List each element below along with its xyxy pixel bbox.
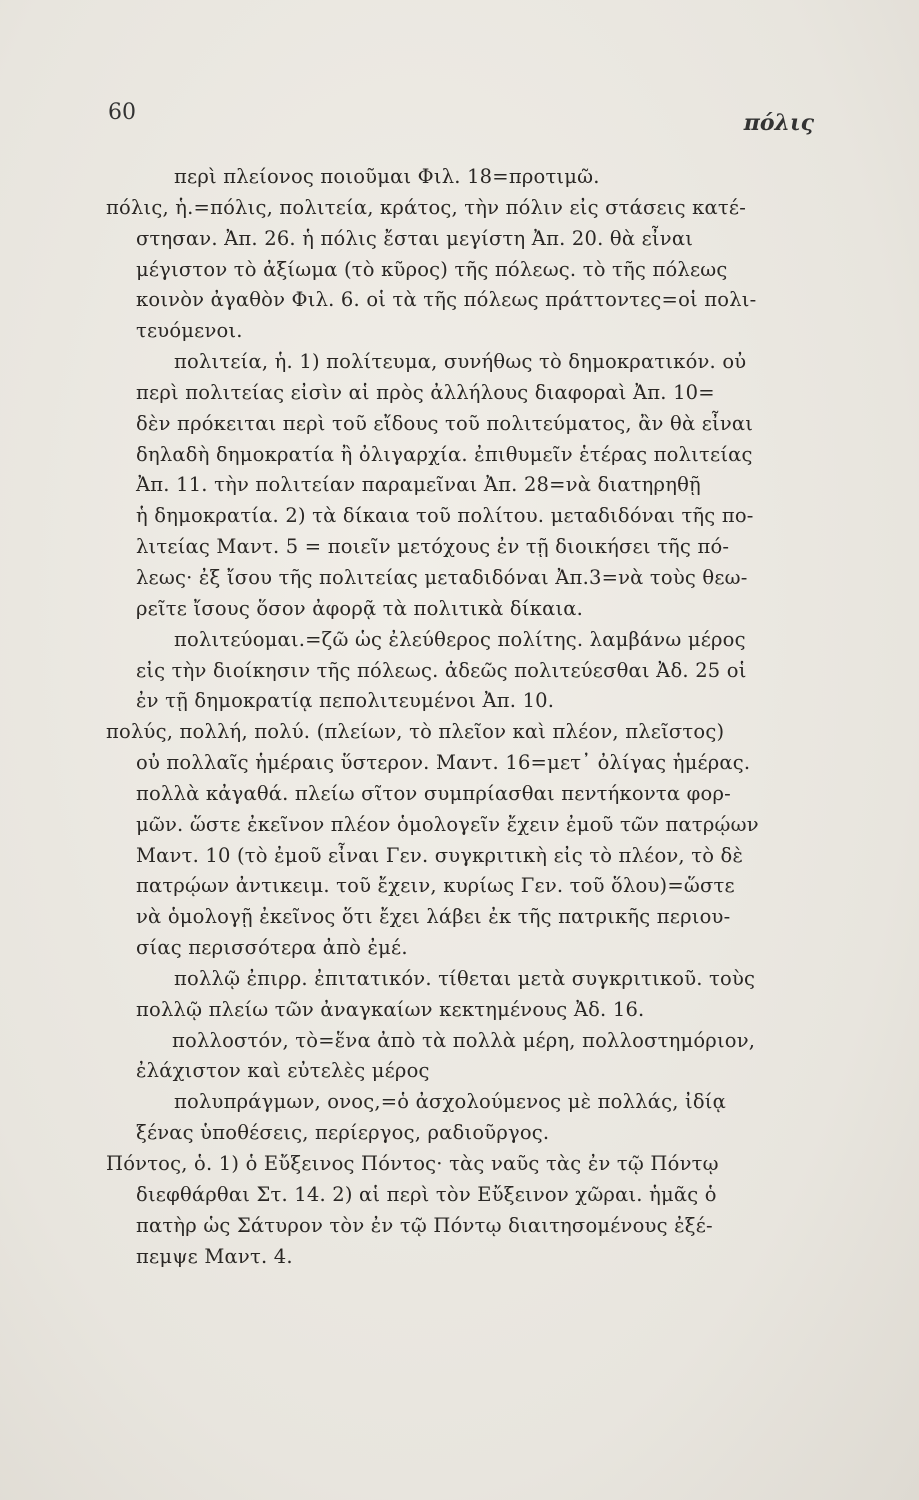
text-line: ρεῖτε ἴσους ὅσον ἀφορᾷ τὰ πολιτικὰ δίκαια. [136, 596, 584, 620]
text-line: ἐν τῇ δημοκρατίᾳ πεπολιτευμένοι Ἀπ. 10. [136, 689, 555, 713]
text-line: πολλοστόν, τὸ=ἕνα ἀπὸ τὰ πολλὰ μέρη, πολλοστημόριον, [172, 1028, 756, 1052]
text-line: λεως· ἐξ ἴσου τῆς πολιτείας μεταδιδόναι Ἀπ.3=νὰ τοὺς θεω- [136, 565, 748, 589]
text-line: πολιτεύομαι.=ζῶ ὡς ἐλεύθερος πολίτης. λαμβάνω μέρος [174, 627, 746, 651]
text-line: πεμψε Μαντ. 4. [136, 1244, 293, 1268]
text-line: κοινὸν ἀγαθὸν Φιλ. 6. οἱ τὰ τῆς πόλεως πράττοντες=οἱ πολι- [136, 288, 757, 312]
text-line: Πόντος, ὁ. 1) ὁ Εὔξεινος Πόντος· τὰς ναῦς τὰς ἐν τῷ Πόντῳ [106, 1152, 719, 1175]
text-line: πολλῷ ἐπιρρ. ἐπιτατικόν. τίθεται μετὰ συγκριτικοῦ. τοὺς [174, 966, 756, 990]
text-line: σίας περισσότερα ἀπὸ ἐμέ. [136, 936, 408, 960]
page-header [108, 100, 814, 140]
text-line: πολλὰ κἀγαθά. πλείω σῖτον συμπρίασθαι πεντήκοντα φορ- [136, 781, 731, 805]
text-line: πατρῴων ἀντικειμ. τοῦ ἔχειν, κυρίως Γεν. τοῦ ὅλου)=ὥστε [136, 874, 735, 898]
text-line: λιτείας Μαντ. 5 = ποιεῖν μετόχους ἐν τῇ διοικήσει τῆς πό- [136, 535, 730, 559]
text-line: μέγιστον τὸ ἀξίωμα (τὸ κῦρος) τῆς πόλεως. τὸ τῆς πόλεως [136, 257, 728, 281]
text-line: πολυπράγμων, ονος,=ὁ ἀσχολούμενος μὲ πολλάς, ἰδίᾳ [174, 1090, 727, 1114]
text-line: οὐ πολλαῖς ἡμέραις ὕστερον. Μαντ. 16=μετ᾽ ὀλίγας ἡμέρας. [136, 751, 751, 775]
text-line: πόλις, ἡ.=πόλις, πολιτεία, κράτος, τὴν πόλιν εἰς στάσεις κατέ- [106, 195, 746, 219]
dictionary-body [106, 162, 818, 1272]
text-line: στησαν. Ἀπ. 26. ἡ πόλις ἔσται μεγίστη Ἀπ. 20. θὰ εἶναι [136, 226, 694, 250]
text-line: περὶ πολιτείας εἰσὶν αἱ πρὸς ἀλλήλους διαφοραὶ Ἀπ. 10= [136, 380, 715, 404]
running-head: πόλις [743, 110, 814, 136]
text-line: διεφθάρθαι Στ. 14. 2) αἱ περὶ τὸν Εὔξεινον χῶραι. ἡμᾶς ὁ [136, 1182, 717, 1206]
text-line: πολιτεία, ἡ. 1) πολίτευμα, συνήθως τὸ δημοκρατικόν. οὐ [174, 350, 747, 374]
text-line: νὰ ὁμολογῇ ἐκεῖνος ὅτι ἔχει λάβει ἐκ τῆς πατρικῆς περιου- [136, 905, 731, 929]
text-line: εἰς τὴν διοίκησιν τῆς πόλεως. ἀδεῶς πολιτεύεσθαι Ἀδ. 25 οἱ [136, 658, 747, 682]
text-line: περὶ πλείονος ποιοῦμαι Φιλ. 18=προτιμῶ. [174, 165, 600, 188]
text-line: ξένας ὑποθέσεις, περίεργος, ραδιοῦργος. [136, 1121, 550, 1145]
text-line: ἐλάχιστον καὶ εὐτελὲς μέρος [136, 1059, 430, 1083]
text-line: πολλῷ πλείω τῶν ἀναγκαίων κεκτημένους Ἀδ. 16. [136, 997, 645, 1021]
text-line: δὲν πρόκειται περὶ τοῦ εἴδους τοῦ πολιτεύματος, ἂν θὰ εἶναι [136, 411, 754, 435]
text-line: πατὴρ ὡς Σάτυρον τὸν ἐν τῷ Πόντῳ διαιτησομένους ἐξέ- [136, 1213, 713, 1237]
text-line: τευόμενοι. [136, 319, 243, 343]
page-number: 60 [108, 100, 136, 125]
text-line: μῶν. ὥστε ἐκεῖνον πλέον ὁμολογεῖν ἔχειν ἐμοῦ τῶν πατρῴων [136, 812, 759, 836]
text-line: ἡ δημοκρατία. 2) τὰ δίκαια τοῦ πολίτου. μεταδιδόναι τῆς πο- [136, 504, 754, 528]
text-line: πολύς, πολλή, πολύ. (πλείων, τὸ πλεῖον καὶ πλέον, πλεῖστος) [106, 720, 725, 744]
text-line: Ἀπ. 11. τὴν πολιτείαν παραμεῖναι Ἀπ. 28=νὰ διατηρηθῇ [136, 473, 701, 497]
text-line: δηλαδὴ δημοκρατία ἢ ὀλιγαρχία. ἐπιθυμεῖν ἑτέρας πολιτείας [136, 442, 753, 466]
text-line: Μαντ. 10 (τὸ ἐμοῦ εἶναι Γεν. συγκριτικὴ εἰς τὸ πλέον, τὸ δὲ [136, 843, 744, 867]
